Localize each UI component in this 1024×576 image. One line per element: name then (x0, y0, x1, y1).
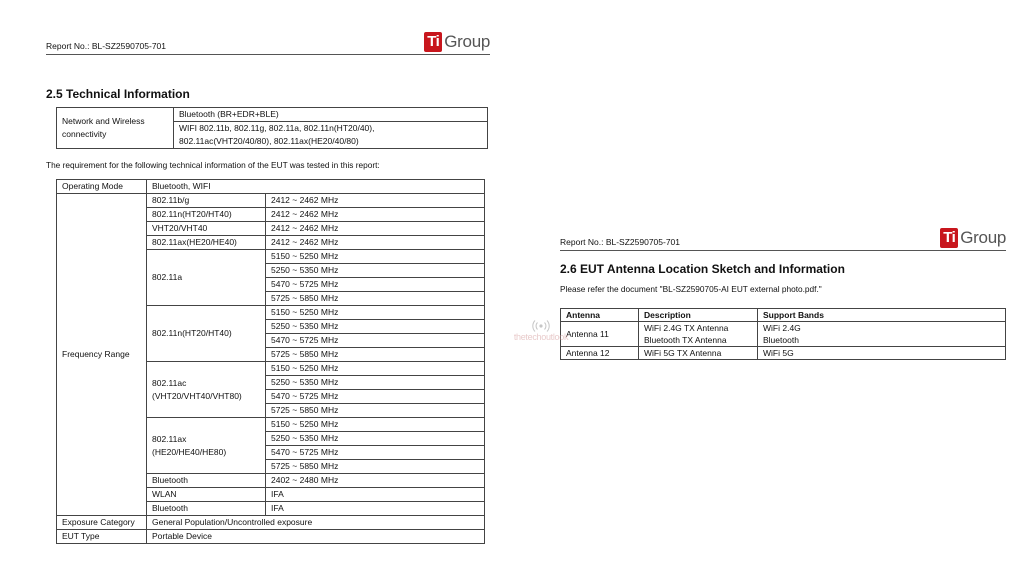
logo-mark: Ti (940, 228, 958, 248)
report-page-left (46, 28, 490, 541)
frequency-cell: 2412 ~ 2462 MHz (266, 236, 485, 250)
table-header-row (561, 309, 1006, 322)
logo-word: Group (960, 228, 1006, 247)
exposure-category-value: General Population/Uncontrolled exposure (147, 516, 485, 530)
frequency-cell: 2412 ~ 2462 MHz (266, 222, 485, 236)
tigroup-logo (424, 32, 490, 52)
mode-line: (HE20/HE40/HE80) (152, 446, 227, 457)
watermark-text: thetechoutlook (513, 332, 569, 342)
report-number: Report No.: BL-SZ2590705-701 (560, 237, 681, 247)
antenna-table (560, 308, 1006, 360)
support-band-cell: Bluetooth (758, 334, 1006, 347)
description-cell: WiFi 5G TX Antenna (639, 347, 758, 360)
frequency-cell: 5150 ~ 5250 MHz (266, 418, 485, 432)
frequency-cell: 5725 ~ 5850 MHz (266, 348, 485, 362)
mode-cell: 802.11a (147, 250, 266, 306)
report-page-right (560, 224, 1006, 358)
network-line: Bluetooth (BR+EDR+BLE) (174, 108, 488, 122)
mode-cell (147, 418, 266, 474)
mode-cell: WLAN (147, 488, 266, 502)
support-band-cell: WiFi 2.4G (758, 322, 1006, 335)
frequency-cell: 5250 ~ 5350 MHz (266, 432, 485, 446)
description-cell: Bluetooth TX Antenna (639, 334, 758, 347)
operating-mode-value: Bluetooth, WIFI (147, 180, 485, 194)
exposure-category-label: Exposure Category (57, 516, 147, 530)
operating-mode-label: Operating Mode (57, 180, 147, 194)
page-header (560, 224, 1006, 251)
column-header: Support Bands (758, 309, 1006, 322)
mode-cell: 802.11b/g (147, 194, 266, 208)
mode-cell: 802.11ax(HE20/HE40) (147, 236, 266, 250)
frequency-cell: 5470 ~ 5725 MHz (266, 334, 485, 348)
table-row (561, 322, 1006, 335)
table-row (561, 347, 1006, 360)
refer-text: Please refer the document "BL-SZ2590705-AI EUT external photo.pdf." (560, 284, 822, 294)
mode-cell: VHT20/VHT40 (147, 222, 266, 236)
table-row (57, 180, 485, 194)
antenna-cell: Antenna 11 (561, 322, 639, 347)
support-band-cell: WiFi 5G (758, 347, 1006, 360)
site-watermark (506, 318, 576, 342)
frequency-cell: 5725 ~ 5850 MHz (266, 460, 485, 474)
page-header (46, 28, 490, 55)
frequency-cell: 2412 ~ 2462 MHz (266, 194, 485, 208)
mode-cell: 802.11n(HT20/HT40) (147, 306, 266, 362)
mode-cell (147, 362, 266, 418)
antenna-type-cell: IFA (266, 502, 485, 516)
table-row (57, 194, 485, 208)
frequency-cell: 5250 ~ 5350 MHz (266, 320, 485, 334)
column-header: Description (639, 309, 758, 322)
mode-cell: Bluetooth (147, 474, 266, 488)
network-line: 802.11ac(VHT20/40/80), 802.11ax(HE20/40/80) (174, 135, 488, 149)
wireless-signal-icon (530, 318, 552, 332)
antenna-cell: Antenna 12 (561, 347, 639, 360)
logo-mark: Ti (424, 32, 442, 52)
report-number: Report No.: BL-SZ2590705-701 (46, 41, 167, 51)
mode-line: 802.11ac (152, 377, 187, 388)
technical-information-table (56, 179, 485, 544)
network-label: Network and Wireless connectivity (62, 116, 145, 139)
section-title-technical-information: 2.5 Technical Information (46, 87, 190, 101)
frequency-cell: 5725 ~ 5850 MHz (266, 292, 485, 306)
frequency-cell: 5150 ~ 5250 MHz (266, 362, 485, 376)
frequency-cell: 5150 ~ 5250 MHz (266, 306, 485, 320)
mode-line: 802.11ax (152, 433, 187, 444)
network-connectivity-table (56, 107, 488, 149)
eut-type-value: Portable Device (147, 530, 485, 544)
logo-word: Group (444, 32, 490, 51)
mode-cell: 802.11n(HT20/HT40) (147, 208, 266, 222)
mode-cell: Bluetooth (147, 502, 266, 516)
frequency-cell: 5250 ~ 5350 MHz (266, 376, 485, 390)
frequency-cell: 5725 ~ 5850 MHz (266, 404, 485, 418)
table-row (57, 530, 485, 544)
frequency-cell: 5470 ~ 5725 MHz (266, 446, 485, 460)
table-row (57, 516, 485, 530)
antenna-type-cell: IFA (266, 488, 485, 502)
requirement-text: The requirement for the following technical information of the EUT was tested in this report: (46, 160, 380, 170)
frequency-cell: 2402 ~ 2480 MHz (266, 474, 485, 488)
frequency-cell: 5150 ~ 5250 MHz (266, 250, 485, 264)
frequency-range-label: Frequency Range (57, 194, 147, 516)
frequency-cell: 5470 ~ 5725 MHz (266, 390, 485, 404)
frequency-cell: 5470 ~ 5725 MHz (266, 278, 485, 292)
network-line: WIFI 802.11b, 802.11g, 802.11a, 802.11n(HT20/40), (174, 122, 488, 136)
table-row (57, 108, 488, 122)
eut-type-label: EUT Type (57, 530, 147, 544)
column-header: Antenna (561, 309, 639, 322)
frequency-cell: 5250 ~ 5350 MHz (266, 264, 485, 278)
network-label-cell (57, 108, 174, 149)
frequency-cell: 2412 ~ 2462 MHz (266, 208, 485, 222)
description-cell: WiFi 2.4G TX Antenna (639, 322, 758, 335)
section-title-antenna-information: 2.6 EUT Antenna Location Sketch and Information (560, 262, 845, 276)
mode-line: (VHT20/VHT40/VHT80) (152, 390, 242, 401)
tigroup-logo (940, 228, 1006, 248)
